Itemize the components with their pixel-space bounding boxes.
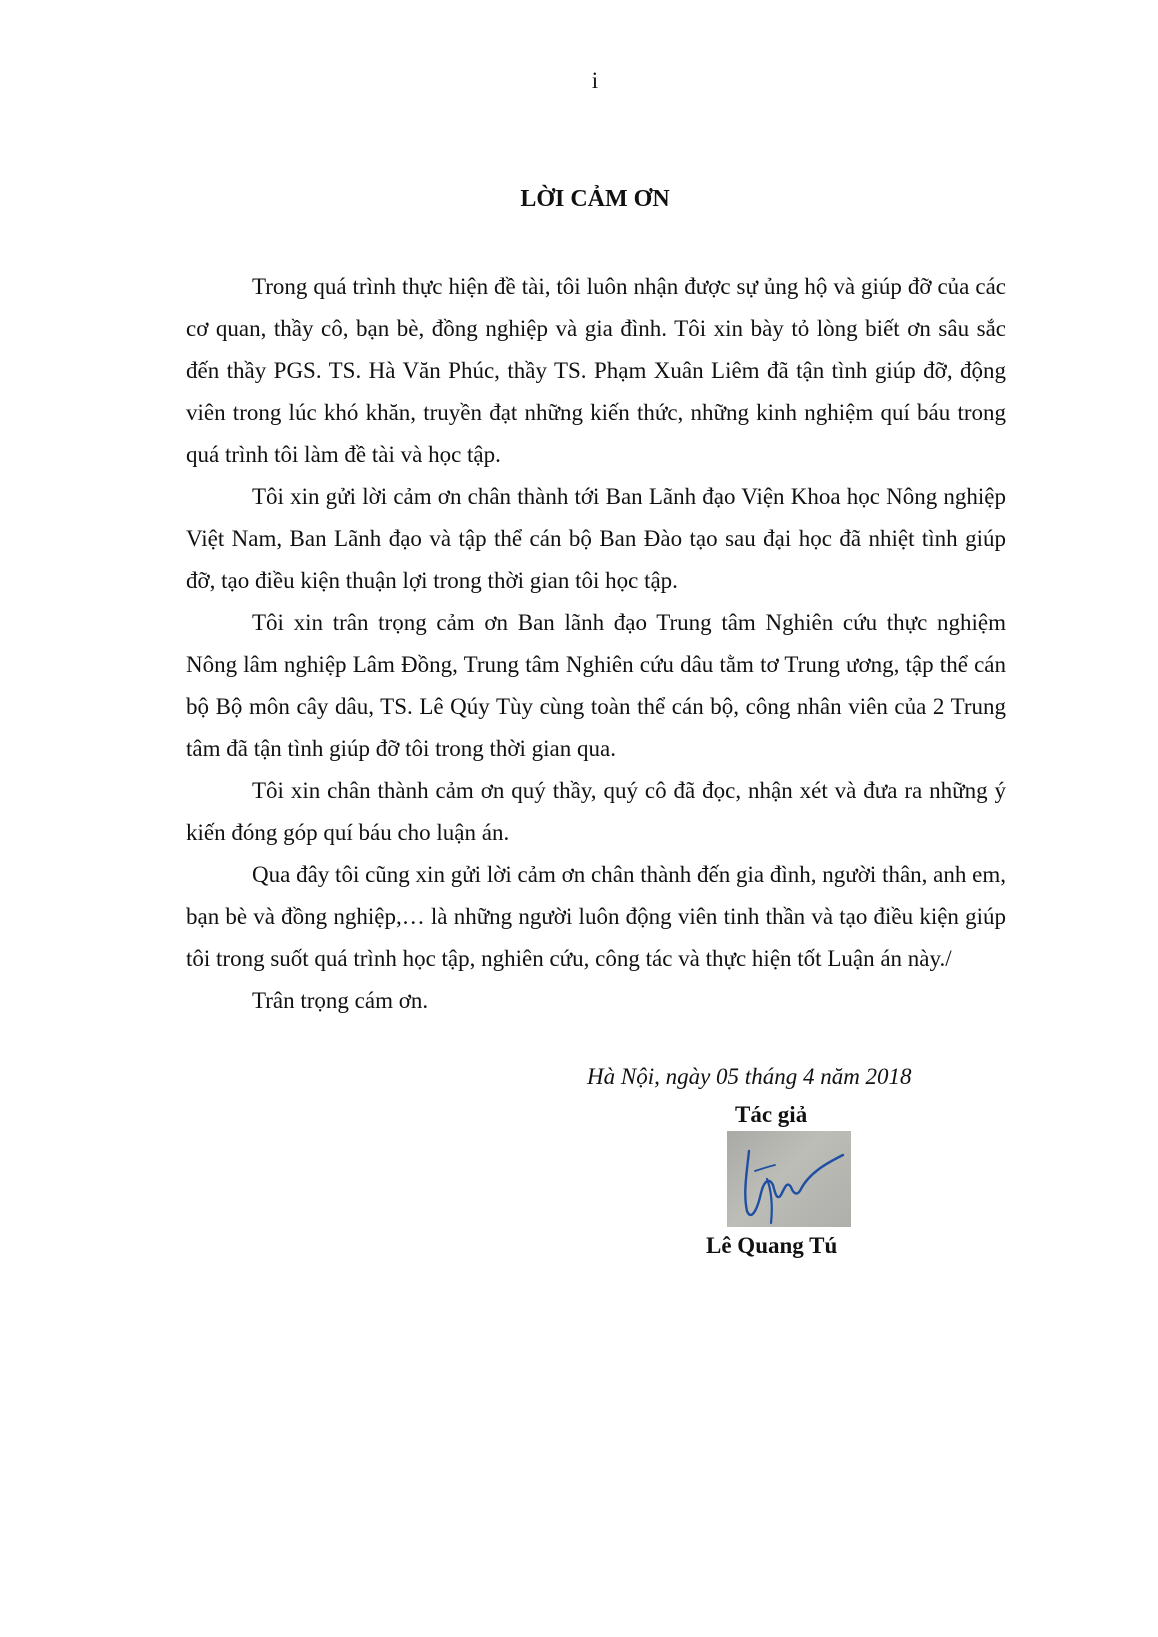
author-role: Tác giả — [735, 1102, 808, 1127]
paragraph-2: Tôi xin gửi lời cảm ơn chân thành tới Ban Lãnh đạo Viện Khoa học Nông nghiệp Việt Nam, Ban Lãnh đạo và tập thể cán bộ Ban Đào tạo sau đại học đã nhiệt tình giúp đỡ, tạo điều kiện thuận lợi trong thời gian tôi học tập. — [186, 484, 1006, 593]
page-title: LỜI CẢM ƠN — [520, 186, 670, 212]
paragraph-1: Trong quá trình thực hiện đề tài, tôi luôn nhận được sự ủng hộ và giúp đỡ của các cơ quan, thầy cô, bạn bè, đồng nghiệp và gia đình. Tôi xin bày tỏ lòng biết ơn sâu sắc đến thầy PGS. TS. Hà Văn Phúc, thầy TS. Phạm Xuân Liêm đã tận tình giúp đỡ, động viên trong lúc khó khăn, truyền đạt những kiến thức, những kinh nghiệm quí báu trong quá trình tôi làm đề tài và học tập. — [186, 274, 1006, 467]
handwritten-signature-icon — [727, 1131, 851, 1227]
paragraph-5: Qua đây tôi cũng xin gửi lời cảm ơn chân thành đến gia đình, người thân, anh em, bạn bè và đồng nghiệp,… là những người luôn động viên tinh thần và tạo điều kiện giúp tôi trong suốt quá trình học tập, nghiên cứu, công tác và thực hiện tốt Luận án này./ — [186, 862, 1006, 971]
author-name: Lê Quang Tú — [706, 1233, 838, 1258]
paragraph-3: Tôi xin trân trọng cảm ơn Ban lãnh đạo Trung tâm Nghiên cứu thực nghiệm Nông lâm nghiệp Lâm Đồng, Trung tâm Nghiên cứu dâu tằm tơ Trung ương, tập thể cán bộ Bộ môn cây dâu, TS. Lê Qúy Tùy cùng toàn thể cán bộ, công nhân viên của 2 Trung tâm đã tận tình giúp đỡ tôi trong thời gian qua. — [186, 610, 1006, 761]
closing-line: Trân trọng cám ơn. — [252, 988, 429, 1013]
acknowledgement-body — [186, 266, 1006, 1022]
place-date: Hà Nội, ngày 05 tháng 4 năm 2018 — [587, 1064, 912, 1089]
page-number: i — [591, 68, 599, 93]
signature-image — [727, 1131, 851, 1227]
paragraph-4: Tôi xin chân thành cảm ơn quý thầy, quý cô đã đọc, nhận xét và đưa ra những ý kiến đóng góp quí báu cho luận án. — [186, 778, 1006, 845]
